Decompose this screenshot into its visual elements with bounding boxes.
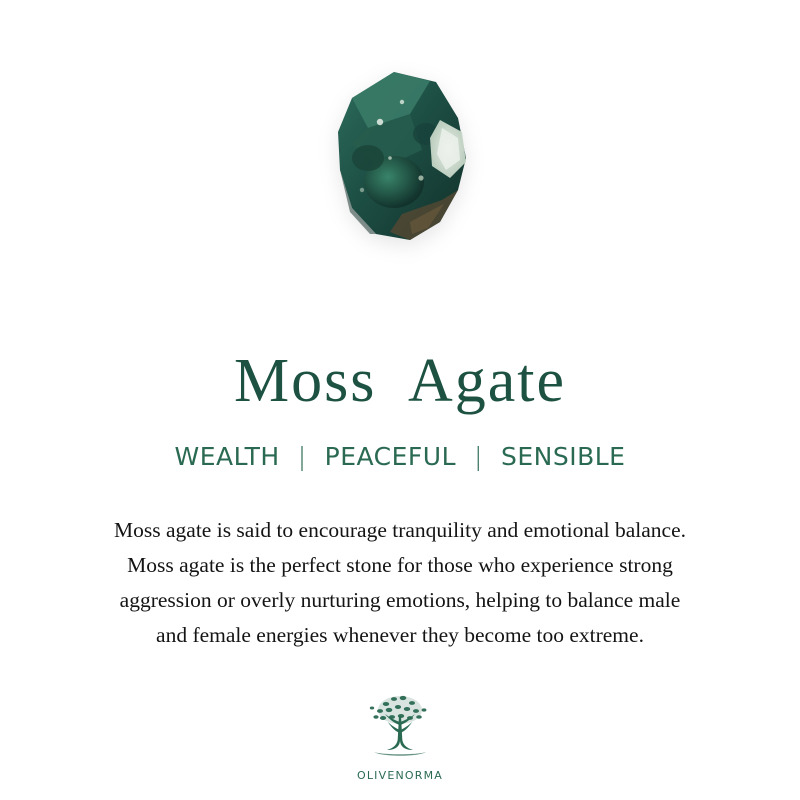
stone-speckle (377, 119, 383, 125)
page-title: Moss Agate (234, 347, 566, 415)
keyword-separator: | (474, 442, 483, 471)
description-line: aggression or overly nurturing emotions, helping to balance male (119, 588, 681, 612)
tree-of-life-icon (356, 690, 444, 768)
keyword-peaceful: PEACEFUL (324, 442, 457, 471)
keyword-separator: | (297, 442, 307, 471)
stone-speckle (360, 188, 364, 192)
description-line: Moss agate is said to encourage tranquility and emotional balance. (114, 518, 686, 542)
keyword-sensible: SENSIBLE (500, 442, 626, 471)
keyword-list (173, 442, 628, 471)
brand-name: OLIVENORMA (356, 769, 444, 782)
description-line: Moss agate is the perfect stone for those who experience strong (127, 553, 673, 577)
stone-speckle (388, 156, 392, 160)
moss-agate-stone-illustration (290, 62, 510, 272)
description-line: and female energies whenever they become too extreme. (156, 623, 644, 647)
keyword-wealth: WEALTH (174, 442, 280, 471)
stone-image (290, 62, 510, 272)
stone-speckle (418, 175, 423, 180)
description-text (40, 513, 760, 653)
brand-logo (0, 690, 800, 782)
stone-speckle (400, 100, 404, 104)
stone-inclusion (352, 145, 384, 171)
